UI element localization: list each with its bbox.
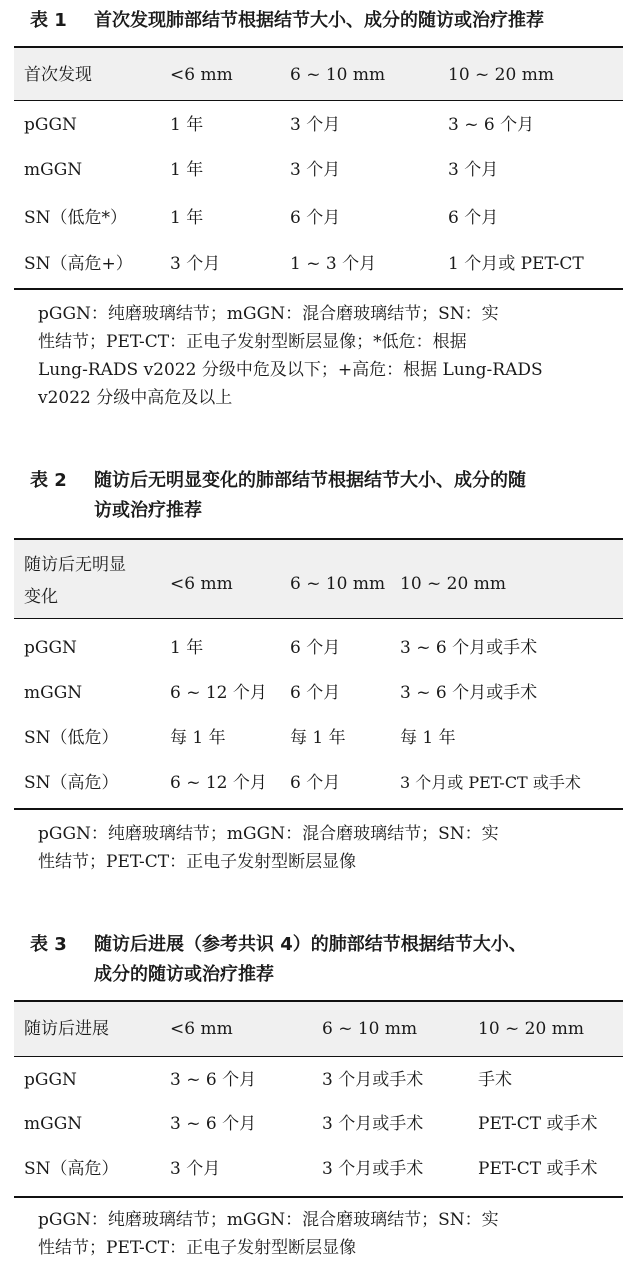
table-2-cell: 6 个月: [290, 683, 341, 703]
table-3-cell: 3 个月或手术: [322, 1114, 424, 1134]
footnote-line: Lung-RADS v2022 分级中危及以下；+高危：根据 Lung-RADS: [38, 360, 543, 380]
table-2-cell: mGGN: [24, 683, 83, 703]
table-1-cell: 3 个月: [448, 160, 499, 180]
table-1-header-cell: <6 mm: [170, 65, 233, 85]
table-2-cell: SN（高危）: [24, 773, 119, 793]
table-1-title-line: 首次发现肺部结节根据结节大小、成分的随访或治疗推荐: [94, 10, 544, 31]
table-2-number: 表 2: [30, 470, 67, 491]
table-1-header-cell: 首次发现: [24, 65, 92, 85]
table-1-cell: SN（高危+）: [24, 254, 133, 274]
table-2-cell: 每 1 年: [400, 728, 456, 748]
table-1-cell: 1 年: [170, 160, 204, 180]
table-3-cell: PET-CT 或手术: [478, 1159, 598, 1179]
table-3-cell: 3 个月: [170, 1159, 221, 1179]
table-2-cell: 1 年: [170, 638, 204, 658]
table-2-cell: 3 个月或 PET-CT 或手术: [400, 773, 581, 792]
table-1-bottom-rule: [14, 288, 623, 290]
table-3-cell: SN（高危）: [24, 1159, 119, 1179]
table-2-cell: pGGN: [24, 638, 77, 658]
table-2-header-cell: 6 ~ 10 mm: [290, 574, 386, 594]
table-1-cell: 1 个月或 PET-CT: [448, 254, 584, 274]
footnote-line: v2022 分级中高危及以上: [38, 388, 233, 408]
table-2-cell: 每 1 年: [290, 728, 346, 748]
table-3-header-rule: [14, 1056, 623, 1057]
table-1-cell: mGGN: [24, 160, 83, 180]
table-1-header-cell: 6 ~ 10 mm: [290, 65, 386, 85]
table-3-cell: 手术: [478, 1070, 512, 1090]
table-1-cell: 1 年: [170, 115, 204, 135]
table-2-bottom-rule: [14, 808, 623, 810]
table-2-header-cell: 随访后无明显: [24, 555, 126, 575]
table-2-title-line: 访或治疗推荐: [94, 500, 202, 521]
table-2-cell: SN（低危）: [24, 728, 119, 748]
table-2-header-cell: <6 mm: [170, 574, 233, 594]
table-2-header-rule: [14, 618, 623, 619]
table-3-title-line: 随访后进展（参考共识 4）的肺部结节根据结节大小、: [94, 934, 527, 955]
table-3-header-cell: 随访后进展: [24, 1019, 109, 1039]
table-1-cell: SN（低危*）: [24, 208, 128, 228]
table-1-cell: 3 ~ 6 个月: [448, 115, 535, 135]
table-3-cell: PET-CT 或手术: [478, 1114, 598, 1134]
footnote-line: 性结节；PET-CT：正电子发射型断层显像: [38, 1238, 357, 1258]
table-3-cell: 3 个月或手术: [322, 1159, 424, 1179]
table-2-footnote: [38, 820, 623, 876]
table-1-header-cell: 10 ~ 20 mm: [448, 65, 554, 85]
table-3-cell: 3 ~ 6 个月: [170, 1070, 257, 1090]
table-1-number: 表 1: [30, 10, 67, 31]
table-1-cell: 6 个月: [290, 208, 341, 228]
table-3-cell: pGGN: [24, 1070, 77, 1090]
footnote-line: pGGN：纯磨玻璃结节；mGGN：混合磨玻璃结节；SN：实: [38, 304, 499, 324]
table-3-cell: mGGN: [24, 1114, 83, 1134]
table-1-footnote: [38, 300, 623, 412]
table-3-cell: 3 ~ 6 个月: [170, 1114, 257, 1134]
table-1-cell: 3 个月: [170, 254, 221, 274]
footnote-line: pGGN：纯磨玻璃结节；mGGN：混合磨玻璃结节；SN：实: [38, 1210, 499, 1230]
table-3-header-cell: <6 mm: [170, 1019, 233, 1039]
table-1-cell: 1 年: [170, 208, 204, 228]
footnote-line: pGGN：纯磨玻璃结节；mGGN：混合磨玻璃结节；SN：实: [38, 824, 499, 844]
table-2-cell: 6 个月: [290, 773, 341, 793]
table-3-number: 表 3: [30, 934, 67, 955]
table-3-header-cell: 10 ~ 20 mm: [478, 1019, 584, 1039]
table-1-header-rule: [14, 100, 623, 101]
table-3-title-line: 成分的随访或治疗推荐: [94, 964, 274, 985]
footnote-line: 性结节；PET-CT：正电子发射型断层显像: [38, 852, 357, 872]
table-3-cell: 3 个月或手术: [322, 1070, 424, 1090]
table-1-cell: 6 个月: [448, 208, 499, 228]
table-2-title-line: 随访后无明显变化的肺部结节根据结节大小、成分的随: [94, 470, 526, 491]
table-2-cell: 3 ~ 6 个月或手术: [400, 683, 538, 703]
table-1-cell: pGGN: [24, 115, 77, 135]
footnote-line: 性结节；PET-CT：正电子发射型断层显像；*低危：根据: [38, 332, 467, 352]
table-2-cell: 6 ~ 12 个月: [170, 683, 267, 703]
table-3-bottom-rule: [14, 1196, 623, 1198]
table-2-cell: 3 ~ 6 个月或手术: [400, 638, 538, 658]
table-2-cell: 每 1 年: [170, 728, 226, 748]
table-1-cell: 1 ~ 3 个月: [290, 254, 377, 274]
table-1-cell: 3 个月: [290, 160, 341, 180]
table-3-footnote: [38, 1206, 623, 1262]
table-1-cell: 3 个月: [290, 115, 341, 135]
table-2-header-cell: 变化: [24, 587, 58, 607]
table-2-cell: 6 ~ 12 个月: [170, 773, 267, 793]
table-3-header-cell: 6 ~ 10 mm: [322, 1019, 418, 1039]
table-2-header-cell: 10 ~ 20 mm: [400, 574, 506, 594]
table-2-cell: 6 个月: [290, 638, 341, 658]
